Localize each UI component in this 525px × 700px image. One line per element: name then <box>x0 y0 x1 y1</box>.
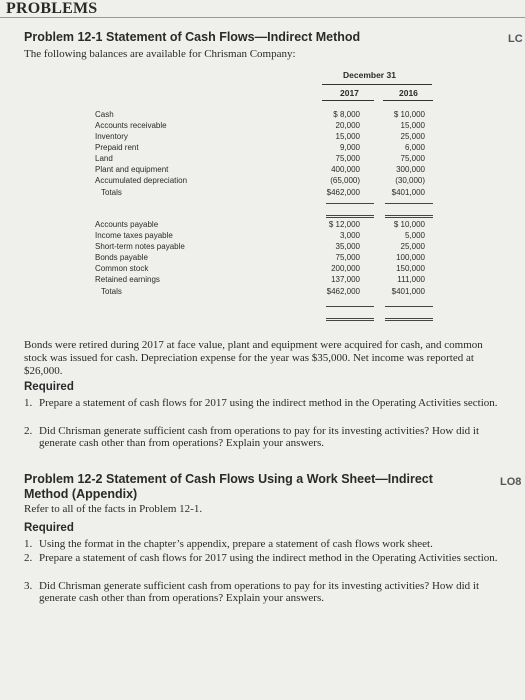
balance-2016-value: 150,000 <box>396 264 425 273</box>
required-item-number: 3. <box>24 580 33 592</box>
balance-row-label: Plant and equipment <box>95 165 169 174</box>
balance-2016-value: 15,000 <box>400 121 425 130</box>
heading-rule <box>0 17 525 18</box>
balance-2016-value: $ 10,000 <box>393 110 425 119</box>
balance-2017-value: 20,000 <box>335 121 360 130</box>
year-2016-header: 2016 <box>399 88 418 98</box>
problem-12-2-title-line2: Method (Appendix) <box>24 487 138 501</box>
problem-12-2-required-label: Required <box>24 522 74 534</box>
required-item-number: 2. <box>24 552 33 564</box>
balance-2017-value: 9,000 <box>339 143 360 152</box>
balance-2017-value: $ 8,000 <box>333 110 360 119</box>
year-2016-rule <box>383 100 433 101</box>
balance-2017-value: 400,000 <box>331 165 360 174</box>
required-item <box>24 397 504 409</box>
balance-2016-value: $401,000 <box>391 287 425 296</box>
balance-row-label: Income taxes payable <box>95 231 173 240</box>
balance-row <box>95 287 433 299</box>
section-heading: PROBLEMS <box>6 0 98 17</box>
balance-row-label: Short-term notes payable <box>95 242 185 251</box>
required-item-text: Using the format in the chapter’s appendix, prepare a statement of cash flows work sheet. <box>39 538 433 550</box>
balance-2016-value: $401,000 <box>391 188 425 197</box>
problem-12-1-intro: The following balances are available for Chrisman Company: <box>24 48 296 60</box>
balance-2016-value: 6,000 <box>404 143 425 152</box>
subtotal-rule-2016 <box>385 203 433 204</box>
required-item <box>24 552 504 564</box>
balance-2017-value: 75,000 <box>335 253 360 262</box>
balance-2016-value: 75,000 <box>400 154 425 163</box>
required-item-text: Prepare a statement of cash flows for 2017 using the indirect method in the Operating Activities section. <box>39 397 498 409</box>
year-2017-rule <box>322 100 374 101</box>
required-item <box>24 580 504 604</box>
balance-2017-value: 3,000 <box>339 231 360 240</box>
total-double-rule-2016 <box>385 215 433 216</box>
balance-row-label: Prepaid rent <box>95 143 139 152</box>
balance-2017-value: 200,000 <box>331 264 360 273</box>
required-item-text: Prepare a statement of cash flows for 2017 using the indirect method in the Operating Activities section. <box>39 552 498 564</box>
total-double-rule-2016b <box>385 217 433 218</box>
balance-2017-value: $462,000 <box>326 188 360 197</box>
balance-row-label: Totals <box>101 188 122 197</box>
required-item <box>24 425 504 449</box>
total-double-rule-2017 <box>326 215 374 216</box>
balance-row-label: Accumulated depreciation <box>95 176 188 185</box>
total2-double-rule-2017 <box>326 318 374 319</box>
subtotal-rule-2017 <box>326 203 374 204</box>
header-rule <box>322 84 432 85</box>
balance-row-label: Bonds payable <box>95 253 148 262</box>
balance-2016-value: 5,000 <box>404 231 425 240</box>
balance-row-label: Totals <box>101 287 122 296</box>
year-2017-header: 2017 <box>340 88 359 98</box>
balance-row-label: Inventory <box>95 132 128 141</box>
learning-objective-tag: LC <box>508 33 523 45</box>
balance-2016-value: 100,000 <box>396 253 425 262</box>
required-item-number: 1. <box>24 538 33 550</box>
required-item-text: Did Chrisman generate sufficient cash from operations to pay for its investing activities? How did it generate cash other than from operations? Explain your answers. <box>39 425 479 449</box>
balance-row-label: Cash <box>95 110 114 119</box>
required-item-text: Did Chrisman generate sufficient cash from operations to pay for its investing activities? How did it generate cash other than from operations? Explain your answers. <box>39 580 479 604</box>
total-double-rule-2017b <box>326 217 374 218</box>
balance-2016-value: 25,000 <box>400 132 425 141</box>
balance-row-label: Accounts receivable <box>95 121 167 130</box>
total2-double-rule-2017b <box>326 320 374 321</box>
balance-2017-value: 15,000 <box>335 132 360 141</box>
problem-12-1-title: Problem 12-1 Statement of Cash Flows—Indirect Method <box>24 30 361 44</box>
problem-12-2-intro: Refer to all of the facts in Problem 12-1. <box>24 503 203 515</box>
subtotal-rule-2016-b <box>385 306 433 307</box>
balance-row-label: Accounts payable <box>95 220 159 229</box>
required-item-number: 2. <box>24 425 33 437</box>
required-item-number: 1. <box>24 397 33 409</box>
total2-double-rule-2016b <box>385 320 433 321</box>
problem-12-2-title-line1: Problem 12-2 Statement of Cash Flows Using a Work Sheet—Indirect <box>24 472 433 486</box>
balance-2016-value: (30,000) <box>395 176 425 185</box>
total2-double-rule-2016 <box>385 318 433 319</box>
required-item <box>24 538 504 550</box>
problem-12-1-required-label: Required <box>24 381 74 393</box>
balance-row-label: Common stock <box>95 264 149 273</box>
balance-2016-value: $ 10,000 <box>393 220 425 229</box>
table-header-date: December 31 <box>343 70 396 80</box>
balance-2017-value: $462,000 <box>326 287 360 296</box>
balance-row-label: Land <box>95 154 113 163</box>
subtotal-rule-2017-b <box>326 306 374 307</box>
balance-2017-value: 137,000 <box>331 275 360 284</box>
balance-2017-value: 75,000 <box>335 154 360 163</box>
balance-row <box>95 275 433 287</box>
balance-row-label: Retained earnings <box>95 275 160 284</box>
balance-2017-value: $ 12,000 <box>328 220 360 229</box>
balance-2016-value: 300,000 <box>396 165 425 174</box>
balance-2017-value: (65,000) <box>330 176 360 185</box>
problem-12-1-facts: Bonds were retired during 2017 at face value, plant and equipment were acquired for cash, and common stock was issued for cash. Depreciation expense for the year was $35,000. Net income was reported at $26,000. <box>24 339 483 377</box>
learning-objective-tag: LO8 <box>500 476 522 488</box>
balance-2017-value: 35,000 <box>335 242 360 251</box>
balance-row <box>95 176 433 188</box>
balance-2016-value: 25,000 <box>400 242 425 251</box>
balance-row <box>95 188 433 200</box>
balance-2016-value: 111,000 <box>397 275 425 284</box>
